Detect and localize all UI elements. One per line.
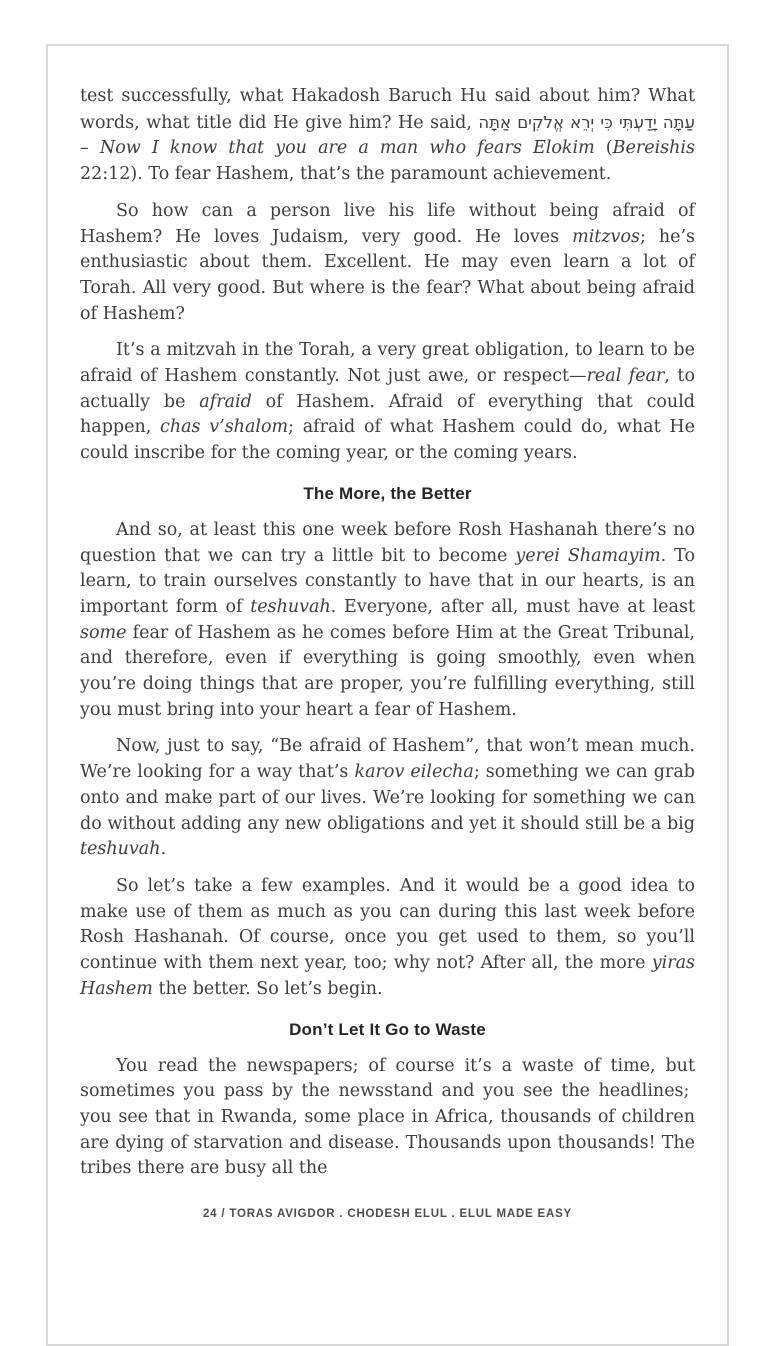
italic-text: afraid xyxy=(199,391,252,412)
text-run: the better. So let’s begin. xyxy=(152,978,383,999)
text-run: of Hashem. Afraid of everything that could happen, xyxy=(80,391,695,438)
text-run: , to actually be xyxy=(80,366,695,412)
text-run: ( xyxy=(594,138,613,159)
section-heading: The More, the Better xyxy=(303,483,472,503)
document-page xyxy=(46,44,729,1346)
italic-text: yiras Hashem xyxy=(80,953,695,999)
text-run: ; afraid of what Hashem could do, what He could inscribe for the coming year, or the coming years. xyxy=(80,417,695,464)
paragraph xyxy=(80,199,695,328)
text-run: And so, at least this one week before Rosh Hashanah there’s no question that we can try a little bit to become xyxy=(80,519,695,566)
italic-text: karov eilecha xyxy=(354,762,474,783)
text-run: fear of Hashem as he comes before Him at the Great Tribunal, and therefore, even if everything is going smoothly, even when you’re doing things that are proper, you’re fulfilling everything, still you must bring into your heart a fear of Hashem. xyxy=(80,622,695,720)
paragraph xyxy=(80,518,695,724)
text-run: So let’s take a few examples. And it would be a good idea to make use of them as much as you can during this last week before Rosh Hashanah. Of course, once you get used to them, so you’ll continue with them next year, too; why not? After all, the more xyxy=(80,875,695,974)
text-run: . To learn, to train ourselves constantly to have that in our hearts, is an important form of xyxy=(80,545,695,617)
text-run: ; something we can grab onto and make part of our lives. We’re looking for something we can do without adding any new obligations and yet it should still be a big xyxy=(80,762,695,834)
text-run: So how can a person live his life without being afraid of Hashem? He loves Judaism, very good. He loves xyxy=(80,200,695,247)
italic-text: teshuvah xyxy=(250,596,331,617)
text-run: . xyxy=(160,839,167,860)
hebrew-text: עַתָּה יָדַעְתִּי כִּי יְרֵא אֱלֹקִים אַתָּה xyxy=(478,112,696,132)
paragraph xyxy=(80,734,695,863)
text-run: test successfully, what Hakadosh Baruch Hu said about him? What words, what title did He give him? He said, xyxy=(80,86,695,133)
paragraph xyxy=(80,84,695,188)
italic-text: Now I know that you are a man who fears Elokim xyxy=(99,138,595,159)
italic-text: real fear xyxy=(586,366,665,387)
text-run: ; he’s enthusiastic about them. Excellent. He may even learn a lot of Torah. All very good. But where is the fear? What about being afraid of Hashem? xyxy=(80,226,695,324)
italic-text: some xyxy=(80,622,127,643)
section-heading: Don’t Let It Go to Waste xyxy=(289,1019,486,1039)
italic-text: mitzvos xyxy=(572,226,640,247)
page-footer: 24 / TORAS AVIGDOR . CHODESH ELUL . ELUL MADE EASY xyxy=(202,1208,573,1221)
italic-text: yerei Shamayim xyxy=(515,545,661,566)
text-run: Now, just to say, “Be afraid of Hashem”, that won’t mean much. We’re looking for a way that’s xyxy=(80,736,695,783)
text-run: You read the newspapers; of course it’s a waste of time, but sometimes you pass by the newsstand and you see the headlines; you see that in Rwanda, some place in Africa, thousands of children are dying of starvation and disease. Thousands upon thousands! The tribes there are busy all the xyxy=(80,1055,695,1179)
text-run: 22:12). To fear Hashem, that’s the paramount achievement. xyxy=(80,164,612,185)
italic-text: Bereishis xyxy=(612,138,695,159)
text-run: . Everyone, after all, must have at least xyxy=(330,596,695,617)
paragraph xyxy=(80,874,695,1003)
italic-text: chas v’shalom xyxy=(160,417,289,438)
paragraph xyxy=(80,338,695,467)
paragraph xyxy=(80,1054,695,1183)
italic-text: teshuvah xyxy=(80,839,161,860)
text-run: – xyxy=(80,138,100,159)
text-run: It’s a mitzvah in the Torah, a very great obligation, to learn to be afraid of Hashem constantly. Not just awe, or respect— xyxy=(80,340,695,387)
